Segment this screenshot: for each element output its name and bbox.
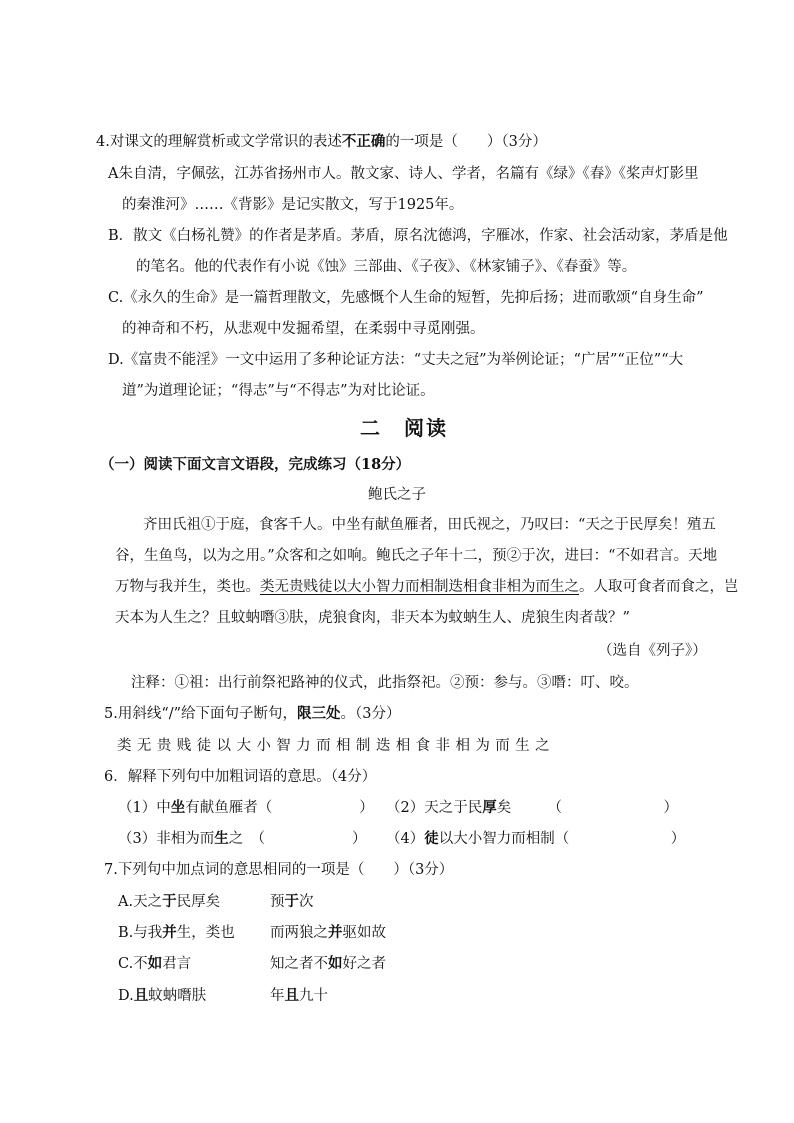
q4-option-b-line2: 的笔名。他的代表作有小说《蚀》三部曲、《子夜》、《林家铺子》、《春蚕》等。 <box>136 259 637 275</box>
q6-item-4-start: （4） <box>386 831 425 847</box>
passage-line-3-end: 。人取可食者而食之，岂 <box>579 579 739 595</box>
q7-c-right-start: 知之者不 <box>270 956 328 972</box>
q4-stem-text: 4.对课文的理解赏析或文学常识的表述 <box>96 134 342 150</box>
q5-stem-text: 5.用斜线“/”给下面句子断句， <box>104 706 298 722</box>
q5-sentence: 类 无 贵 贱 徒 以 大 小 智 力 而 相 制 迭 相 食 非 相 为 而 生 之 <box>117 738 550 754</box>
q7-a-left-bold: 于 <box>162 893 177 910</box>
passage-line-1: 齐田氏祖①于庭，食客千人。中坐有献鱼雁者，田氏视之，乃叹曰：“天之于民厚矣！殖五 <box>143 517 716 533</box>
q5-stem-bold: 限三处 <box>297 705 341 722</box>
q6-item-2-end: 矣 （ ） <box>496 800 678 816</box>
q6-item-4-end: 以大小智力而相制（ ） <box>438 831 686 847</box>
q6-item-3-bold: 生 <box>214 830 229 847</box>
q6-item-3-end: 之 （ ） <box>228 831 367 847</box>
q7-d-right-bold: 且 <box>284 987 299 1004</box>
q7-b-left-start: B.与我 <box>118 925 163 941</box>
q4-stem-bold: 不正确 <box>341 133 386 150</box>
q6-item-1-end: 有献鱼雁者（ ） <box>185 800 374 816</box>
q7-b-left-bold: 并 <box>162 924 177 941</box>
q4-option-a-line1: A朱自清，字佩弦，江苏省扬州市人。散文家、诗人、学者，名篇有《绿》《春》《桨声灯影里 <box>108 166 699 182</box>
q7-b-right-start: 而两狼之 <box>270 925 328 941</box>
passage-source: （选自《列子》） <box>598 643 707 659</box>
q6-item-3-start: （3）非相为而 <box>118 831 215 847</box>
q7-a-right-start: 预 <box>270 894 285 910</box>
q7-option-c-left <box>118 954 191 974</box>
q7-option-a-right <box>270 892 314 912</box>
reading-header: （一）阅读下面文言文语段，完成练习（18分） <box>100 456 411 473</box>
q7-option-d-left <box>118 986 206 1006</box>
q7-d-left-start: D. <box>118 988 134 1004</box>
q4-option-d-line1: D.《富贵不能淫》一文中运用了多种论证方法：“丈夫之冠”为举例论证；“广居”“正位”“大 <box>108 352 684 368</box>
q7-d-left-end: 蚊蚋噆肤 <box>148 988 207 1004</box>
q7-b-left-end: 生，类也 <box>176 925 235 941</box>
q7-a-left-start: A.天之 <box>118 894 163 910</box>
q7-option-d-right <box>270 986 328 1006</box>
q4-option-c-line1: C.《永久的生命》是一篇哲理散文，先感慨个人生命的短暂，先抑后扬；进而歌颂“自身生命” <box>108 290 704 306</box>
q7-c-left-bold: 如 <box>147 955 163 972</box>
q7-c-left-start: C.不 <box>118 956 148 972</box>
q7-option-b-left <box>118 923 235 943</box>
q7-d-right-end: 九十 <box>299 988 328 1004</box>
q7-c-right-bold: 如 <box>328 955 343 972</box>
passage-notes: 注释：①祖：出行前祭祀路神的仪式，此指祭祀。②预：参与。③噆：叮、咬。 <box>131 675 639 691</box>
q7-option-b-right <box>270 923 386 943</box>
q6-item-4-bold: 徒 <box>424 830 439 847</box>
q4-option-d-line2: 道”为道理论证；“得志”与“不得志”为对比论证。 <box>122 383 435 399</box>
q6-item-1-bold: 坐 <box>170 799 186 816</box>
q4-option-c-line2: 的神奇和不朽，从悲观中发掘希望，在柔弱中寻觅刚强。 <box>122 321 485 337</box>
passage-line-2: 谷，生鱼鸟，以为之用。”众客和之如响。鲍氏之子年十二，预②于次，进曰：“不如君言。天地 <box>115 548 718 564</box>
q4-stem <box>96 132 547 152</box>
q4-option-a-line2: 的秦淮河》……《背影》是记实散文，写于1925年。 <box>122 197 464 213</box>
q7-b-right-bold: 并 <box>328 924 343 941</box>
q6-item-4 <box>386 829 685 849</box>
q7-c-right-end: 好之者 <box>342 956 386 972</box>
q7-d-left-bold: 且 <box>133 987 149 1004</box>
q6-stem: 6．解释下列句中加粗词语的意思。（4分） <box>104 769 377 785</box>
q6-item-2-start: （2）天之于民 <box>386 800 483 816</box>
q7-option-a-left <box>118 892 220 912</box>
q5-stem-tail: 。（3分） <box>340 706 401 722</box>
q5-stem <box>104 704 401 724</box>
q6-item-3 <box>118 829 366 849</box>
passage-title: 鲍氏之子 <box>368 487 426 503</box>
q7-a-right-bold: 于 <box>284 893 299 910</box>
q7-d-right-start: 年 <box>270 988 285 1004</box>
q7-a-left-end: 民厚矣 <box>176 894 221 910</box>
passage-underlined-sentence: 类无贵贱徒以大小智力而相制迭相食非相为而生之 <box>260 579 579 595</box>
q7-c-left-end: 君言 <box>162 956 192 972</box>
passage-line-3 <box>115 577 739 597</box>
section-title: 二 阅读 <box>360 416 448 440</box>
q6-item-2 <box>386 798 678 818</box>
q4-option-b-line1: B．散文《白杨礼赞》的作者是茅盾。茅盾，原名沈德鸿，字雁冰，作家、社会活动家，茅盾是他 <box>108 228 728 244</box>
q7-option-c-right <box>270 954 386 974</box>
q6-item-1 <box>118 798 374 818</box>
q6-item-1-start: （1）中 <box>118 800 171 816</box>
passage-line-3-start: 万物与我并生，类也。 <box>115 579 260 595</box>
q7-b-right-end: 驱如故 <box>342 925 386 941</box>
q7-stem: 7.下列句中加点词的意思相同的一项是（ ）（3分） <box>104 862 454 878</box>
q6-item-2-bold: 厚 <box>482 799 497 816</box>
q4-stem-tail: 的一项是（ ）（3分） <box>385 134 547 150</box>
q7-a-right-end: 次 <box>299 894 314 910</box>
passage-line-4: 天本为人生之？且蚊蚋噆③肤，虎狼食肉，非天本为蚊蚋生人、虎狼生肉者哉？” <box>115 610 630 626</box>
